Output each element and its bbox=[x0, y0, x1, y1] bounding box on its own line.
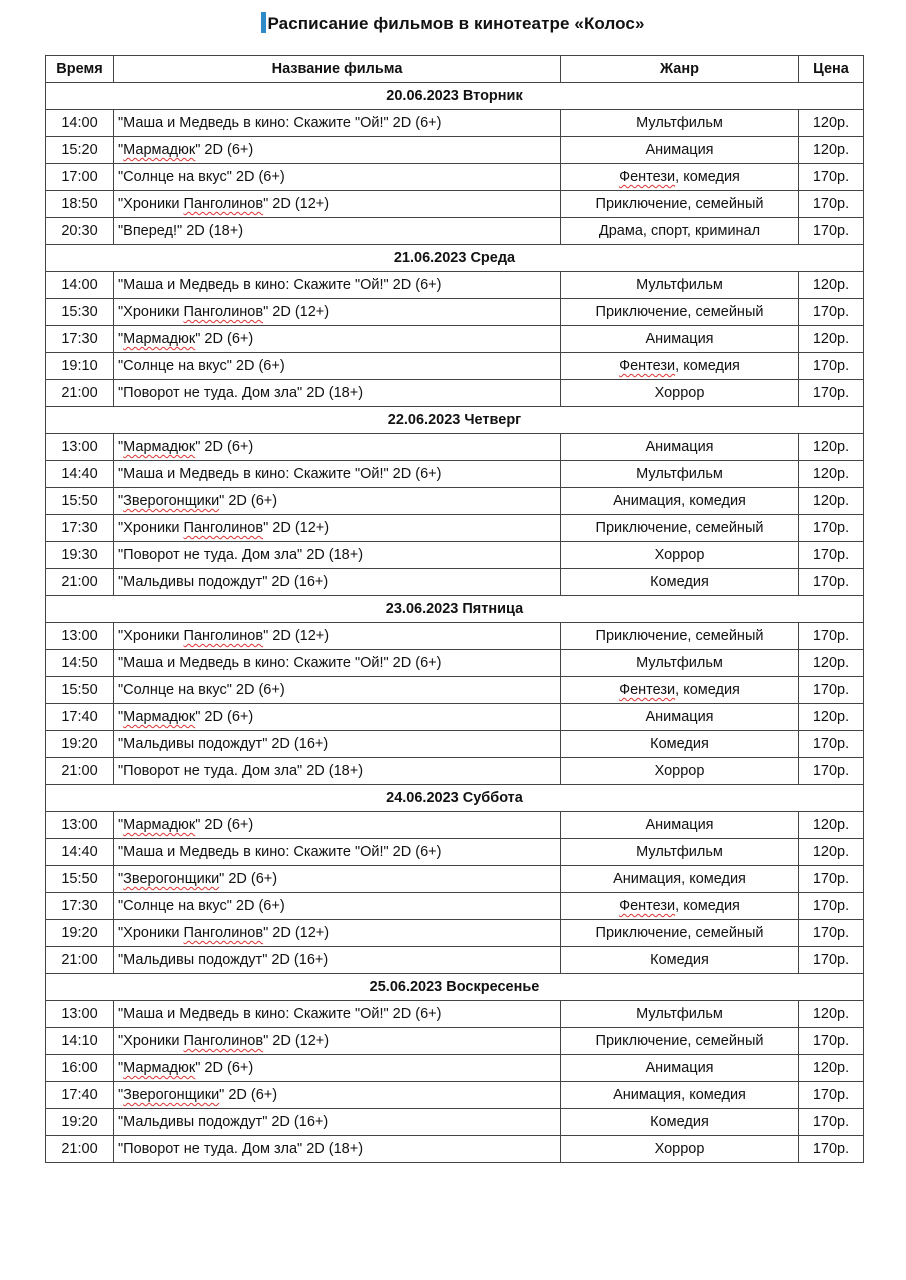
price-cell: 170р. bbox=[799, 515, 864, 542]
film-name-cell bbox=[114, 515, 561, 542]
film-name-text: "Хроники bbox=[118, 304, 184, 320]
schedule-body bbox=[46, 83, 864, 1163]
showtime-cell: 18:50 bbox=[46, 191, 114, 218]
film-name-text: " bbox=[118, 1060, 124, 1076]
showtime-cell: 17:30 bbox=[46, 893, 114, 920]
showtime-cell: 21:00 bbox=[46, 569, 114, 596]
genre-cell: Анимация bbox=[561, 326, 799, 353]
table-row bbox=[46, 326, 864, 353]
table-row bbox=[46, 569, 864, 596]
price-cell: 120р. bbox=[799, 137, 864, 164]
genre-cell: Анимация, комедия bbox=[561, 1082, 799, 1109]
price-cell: 120р. bbox=[799, 110, 864, 137]
table-row bbox=[46, 650, 864, 677]
showtime-cell: 17:30 bbox=[46, 326, 114, 353]
price-cell: 170р. bbox=[799, 920, 864, 947]
genre-cell: Анимация, комедия bbox=[561, 866, 799, 893]
film-name-cell: "Маша и Медведь в кино: Скажите "Ой!" 2D (6+) bbox=[114, 272, 561, 299]
film-name-cell bbox=[114, 434, 561, 461]
table-row bbox=[46, 434, 864, 461]
spellcheck-word: Панголинов bbox=[183, 1033, 264, 1049]
genre-cell: Анимация bbox=[561, 812, 799, 839]
showtime-cell: 15:50 bbox=[46, 488, 114, 515]
film-name-cell: "Мальдивы подождут" 2D (16+) bbox=[114, 569, 561, 596]
film-name-cell bbox=[114, 299, 561, 326]
film-name-text: " 2D (12+) bbox=[263, 925, 330, 941]
table-row bbox=[46, 461, 864, 488]
genre-cell: Комедия bbox=[561, 569, 799, 596]
film-name-cell bbox=[114, 488, 561, 515]
showtime-cell: 15:50 bbox=[46, 677, 114, 704]
day-row bbox=[46, 245, 864, 272]
table-row bbox=[46, 218, 864, 245]
film-name-cell: "Маша и Медведь в кино: Скажите "Ой!" 2D (6+) bbox=[114, 839, 561, 866]
price-cell: 170р. bbox=[799, 569, 864, 596]
film-name-cell bbox=[114, 704, 561, 731]
film-name-cell: "Солнце на вкус" 2D (6+) bbox=[114, 677, 561, 704]
price-cell: 170р. bbox=[799, 947, 864, 974]
table-row bbox=[46, 353, 864, 380]
film-name-text: " 2D (12+) bbox=[263, 628, 330, 644]
showtime-cell: 19:20 bbox=[46, 731, 114, 758]
table-row bbox=[46, 812, 864, 839]
film-name-cell bbox=[114, 812, 561, 839]
showtime-cell: 13:00 bbox=[46, 1001, 114, 1028]
text-cursor-icon bbox=[261, 12, 266, 33]
price-cell: 170р. bbox=[799, 677, 864, 704]
film-name-text: " 2D (12+) bbox=[263, 520, 330, 536]
showtime-cell: 21:00 bbox=[46, 1136, 114, 1163]
genre-cell: Анимация, комедия bbox=[561, 488, 799, 515]
header-time: Время bbox=[46, 56, 114, 83]
table-row bbox=[46, 164, 864, 191]
film-name-cell bbox=[114, 326, 561, 353]
showtime-cell: 15:30 bbox=[46, 299, 114, 326]
spellcheck-word: Панголинов bbox=[183, 304, 264, 320]
genre-text: , комедия bbox=[675, 358, 740, 374]
film-name-text: " bbox=[118, 871, 124, 887]
genre-cell: Мультфильм bbox=[561, 1001, 799, 1028]
film-name-text: " 2D (6+) bbox=[195, 142, 254, 158]
table-row bbox=[46, 839, 864, 866]
showtime-cell: 14:10 bbox=[46, 1028, 114, 1055]
price-cell: 120р. bbox=[799, 812, 864, 839]
film-name-text: " bbox=[118, 493, 124, 509]
price-cell: 170р. bbox=[799, 380, 864, 407]
genre-cell: Комедия bbox=[561, 731, 799, 758]
price-cell: 170р. bbox=[799, 1082, 864, 1109]
table-row bbox=[46, 1001, 864, 1028]
genre-cell bbox=[561, 353, 799, 380]
price-cell: 170р. bbox=[799, 893, 864, 920]
table-row bbox=[46, 677, 864, 704]
schedule-table bbox=[45, 55, 864, 1163]
film-name-cell bbox=[114, 137, 561, 164]
price-cell: 170р. bbox=[799, 623, 864, 650]
price-cell: 170р. bbox=[799, 1136, 864, 1163]
price-cell: 170р. bbox=[799, 758, 864, 785]
table-row bbox=[46, 137, 864, 164]
genre-cell bbox=[561, 677, 799, 704]
price-cell: 170р. bbox=[799, 164, 864, 191]
film-name-text: " 2D (12+) bbox=[263, 196, 330, 212]
film-name-cell: "Маша и Медведь в кино: Скажите "Ой!" 2D (6+) bbox=[114, 110, 561, 137]
film-name-cell: "Маша и Медведь в кино: Скажите "Ой!" 2D (6+) bbox=[114, 1001, 561, 1028]
genre-cell: Хоррор bbox=[561, 1136, 799, 1163]
header-row bbox=[46, 56, 864, 83]
price-cell: 170р. bbox=[799, 191, 864, 218]
table-row bbox=[46, 758, 864, 785]
showtime-cell: 20:30 bbox=[46, 218, 114, 245]
showtime-cell: 15:20 bbox=[46, 137, 114, 164]
price-cell: 120р. bbox=[799, 461, 864, 488]
table-row bbox=[46, 272, 864, 299]
film-name-cell: "Вперед!" 2D (18+) bbox=[114, 218, 561, 245]
film-name-text: " bbox=[118, 142, 124, 158]
genre-cell: Приключение, семейный bbox=[561, 299, 799, 326]
showtime-cell: 19:20 bbox=[46, 920, 114, 947]
film-name-cell bbox=[114, 920, 561, 947]
header-price: Цена bbox=[799, 56, 864, 83]
genre-cell: Драма, спорт, криминал bbox=[561, 218, 799, 245]
day-row bbox=[46, 83, 864, 110]
genre-text: , комедия bbox=[675, 169, 740, 185]
table-row bbox=[46, 488, 864, 515]
price-cell: 170р. bbox=[799, 299, 864, 326]
price-cell: 120р. bbox=[799, 326, 864, 353]
genre-cell: Хоррор bbox=[561, 758, 799, 785]
spellcheck-word: Зверогонщики bbox=[123, 1087, 220, 1103]
table-row bbox=[46, 866, 864, 893]
showtime-cell: 21:00 bbox=[46, 380, 114, 407]
spellcheck-word: Фентези bbox=[619, 358, 676, 374]
genre-cell: Анимация bbox=[561, 137, 799, 164]
genre-cell bbox=[561, 164, 799, 191]
table-row bbox=[46, 731, 864, 758]
film-name-text: " bbox=[118, 709, 124, 725]
table-row bbox=[46, 191, 864, 218]
day-row bbox=[46, 974, 864, 1001]
genre-cell bbox=[561, 893, 799, 920]
spellcheck-word: Панголинов bbox=[183, 196, 264, 212]
film-name-cell bbox=[114, 191, 561, 218]
price-cell: 170р. bbox=[799, 353, 864, 380]
film-name-cell: "Поворот не туда. Дом зла" 2D (18+) bbox=[114, 758, 561, 785]
film-name-text: "Хроники bbox=[118, 925, 184, 941]
film-name-text: " bbox=[118, 439, 124, 455]
film-name-cell bbox=[114, 623, 561, 650]
price-cell: 170р. bbox=[799, 1109, 864, 1136]
film-name-cell bbox=[114, 1028, 561, 1055]
film-name-cell: "Мальдивы подождут" 2D (16+) bbox=[114, 947, 561, 974]
table-row bbox=[46, 542, 864, 569]
price-cell: 120р. bbox=[799, 650, 864, 677]
genre-cell: Хоррор bbox=[561, 380, 799, 407]
table-row bbox=[46, 623, 864, 650]
day-label: 21.06.2023 Среда bbox=[46, 245, 864, 272]
day-row bbox=[46, 407, 864, 434]
table-row bbox=[46, 110, 864, 137]
price-cell: 120р. bbox=[799, 488, 864, 515]
day-label: 23.06.2023 Пятница bbox=[46, 596, 864, 623]
spellcheck-word: Фентези bbox=[619, 682, 676, 698]
film-name-text: " bbox=[118, 331, 124, 347]
genre-text: , комедия bbox=[675, 682, 740, 698]
table-row bbox=[46, 380, 864, 407]
genre-cell: Приключение, семейный bbox=[561, 515, 799, 542]
showtime-cell: 21:00 bbox=[46, 758, 114, 785]
spellcheck-word: Мармадюк bbox=[123, 1060, 196, 1076]
price-cell: 120р. bbox=[799, 1001, 864, 1028]
spellcheck-word: Панголинов bbox=[183, 628, 264, 644]
showtime-cell: 14:00 bbox=[46, 110, 114, 137]
price-cell: 120р. bbox=[799, 704, 864, 731]
genre-cell: Комедия bbox=[561, 1109, 799, 1136]
table-row bbox=[46, 893, 864, 920]
price-cell: 120р. bbox=[799, 1055, 864, 1082]
showtime-cell: 13:00 bbox=[46, 434, 114, 461]
showtime-cell: 17:30 bbox=[46, 515, 114, 542]
header-genre: Жанр bbox=[561, 56, 799, 83]
film-name-cell bbox=[114, 1082, 561, 1109]
spellcheck-word: Мармадюк bbox=[123, 817, 196, 833]
showtime-cell: 14:00 bbox=[46, 272, 114, 299]
film-name-text: " 2D (12+) bbox=[263, 1033, 330, 1049]
price-cell: 120р. bbox=[799, 839, 864, 866]
showtime-cell: 21:00 bbox=[46, 947, 114, 974]
film-name-cell: "Поворот не туда. Дом зла" 2D (18+) bbox=[114, 380, 561, 407]
showtime-cell: 17:40 bbox=[46, 704, 114, 731]
genre-cell: Мультфильм bbox=[561, 110, 799, 137]
film-name-text: "Хроники bbox=[118, 196, 184, 212]
film-name-cell: "Маша и Медведь в кино: Скажите "Ой!" 2D (6+) bbox=[114, 461, 561, 488]
film-name-cell: "Мальдивы подождут" 2D (16+) bbox=[114, 731, 561, 758]
film-name-text: " 2D (6+) bbox=[219, 871, 278, 887]
film-name-text: "Хроники bbox=[118, 1033, 184, 1049]
price-cell: 170р. bbox=[799, 542, 864, 569]
price-cell: 170р. bbox=[799, 218, 864, 245]
genre-cell: Мультфильм bbox=[561, 839, 799, 866]
film-name-text: "Хроники bbox=[118, 520, 184, 536]
showtime-cell: 13:00 bbox=[46, 623, 114, 650]
document-title: Расписание фильмов в кинотеатре «Колос» bbox=[0, 12, 906, 34]
showtime-cell: 19:30 bbox=[46, 542, 114, 569]
film-name-text: " 2D (6+) bbox=[219, 493, 278, 509]
spellcheck-word: Фентези bbox=[619, 898, 676, 914]
genre-cell: Комедия bbox=[561, 947, 799, 974]
film-name-cell bbox=[114, 866, 561, 893]
genre-cell: Анимация bbox=[561, 434, 799, 461]
film-name-cell: "Солнце на вкус" 2D (6+) bbox=[114, 353, 561, 380]
spellcheck-word: Мармадюк bbox=[123, 439, 196, 455]
day-row bbox=[46, 596, 864, 623]
showtime-cell: 15:50 bbox=[46, 866, 114, 893]
film-name-text: " 2D (12+) bbox=[263, 304, 330, 320]
genre-cell: Хоррор bbox=[561, 542, 799, 569]
genre-cell: Приключение, семейный bbox=[561, 1028, 799, 1055]
film-name-cell: "Поворот не туда. Дом зла" 2D (18+) bbox=[114, 1136, 561, 1163]
film-name-text: " bbox=[118, 817, 124, 833]
showtime-cell: 19:20 bbox=[46, 1109, 114, 1136]
genre-cell: Мультфильм bbox=[561, 461, 799, 488]
day-label: 20.06.2023 Вторник bbox=[46, 83, 864, 110]
film-name-text: " 2D (6+) bbox=[195, 709, 254, 725]
price-cell: 170р. bbox=[799, 866, 864, 893]
price-cell: 170р. bbox=[799, 1028, 864, 1055]
day-label: 24.06.2023 Суббота bbox=[46, 785, 864, 812]
price-cell: 120р. bbox=[799, 434, 864, 461]
film-name-cell: "Солнце на вкус" 2D (6+) bbox=[114, 893, 561, 920]
table-row bbox=[46, 947, 864, 974]
genre-text: , комедия bbox=[675, 898, 740, 914]
table-row bbox=[46, 920, 864, 947]
showtime-cell: 17:40 bbox=[46, 1082, 114, 1109]
showtime-cell: 14:40 bbox=[46, 839, 114, 866]
showtime-cell: 14:50 bbox=[46, 650, 114, 677]
table-row bbox=[46, 704, 864, 731]
film-name-text: " 2D (6+) bbox=[195, 1060, 254, 1076]
price-cell: 120р. bbox=[799, 272, 864, 299]
film-name-text: "Хроники bbox=[118, 628, 184, 644]
table-row bbox=[46, 515, 864, 542]
table-row bbox=[46, 299, 864, 326]
film-name-cell bbox=[114, 1055, 561, 1082]
table-row bbox=[46, 1028, 864, 1055]
showtime-cell: 16:00 bbox=[46, 1055, 114, 1082]
spellcheck-word: Зверогонщики bbox=[123, 871, 220, 887]
film-name-text: " 2D (6+) bbox=[195, 817, 254, 833]
spellcheck-word: Панголинов bbox=[183, 925, 264, 941]
film-name-text: " 2D (6+) bbox=[195, 439, 254, 455]
day-row bbox=[46, 785, 864, 812]
film-name-text: " bbox=[118, 1087, 124, 1103]
film-name-cell: "Солнце на вкус" 2D (6+) bbox=[114, 164, 561, 191]
header-name: Название фильма bbox=[114, 56, 561, 83]
showtime-cell: 19:10 bbox=[46, 353, 114, 380]
genre-cell: Анимация bbox=[561, 704, 799, 731]
table-row bbox=[46, 1082, 864, 1109]
film-name-text: " 2D (6+) bbox=[219, 1087, 278, 1103]
genre-cell: Мультфильм bbox=[561, 272, 799, 299]
spellcheck-word: Панголинов bbox=[183, 520, 264, 536]
spellcheck-word: Фентези bbox=[619, 169, 676, 185]
spellcheck-word: Мармадюк bbox=[123, 709, 196, 725]
table-row bbox=[46, 1055, 864, 1082]
film-name-cell: "Маша и Медведь в кино: Скажите "Ой!" 2D (6+) bbox=[114, 650, 561, 677]
table-row bbox=[46, 1109, 864, 1136]
film-name-cell: "Мальдивы подождут" 2D (16+) bbox=[114, 1109, 561, 1136]
showtime-cell: 13:00 bbox=[46, 812, 114, 839]
spellcheck-word: Мармадюк bbox=[123, 331, 196, 347]
film-name-cell: "Поворот не туда. Дом зла" 2D (18+) bbox=[114, 542, 561, 569]
film-name-text: " 2D (6+) bbox=[195, 331, 254, 347]
day-label: 22.06.2023 Четверг bbox=[46, 407, 864, 434]
genre-cell: Приключение, семейный bbox=[561, 623, 799, 650]
genre-cell: Приключение, семейный bbox=[561, 191, 799, 218]
genre-cell: Анимация bbox=[561, 1055, 799, 1082]
spellcheck-word: Зверогонщики bbox=[123, 493, 220, 509]
day-label: 25.06.2023 Воскресенье bbox=[46, 974, 864, 1001]
price-cell: 170р. bbox=[799, 731, 864, 758]
spellcheck-word: Мармадюк bbox=[123, 142, 196, 158]
table-row bbox=[46, 1136, 864, 1163]
showtime-cell: 17:00 bbox=[46, 164, 114, 191]
showtime-cell: 14:40 bbox=[46, 461, 114, 488]
genre-cell: Приключение, семейный bbox=[561, 920, 799, 947]
genre-cell: Мультфильм bbox=[561, 650, 799, 677]
